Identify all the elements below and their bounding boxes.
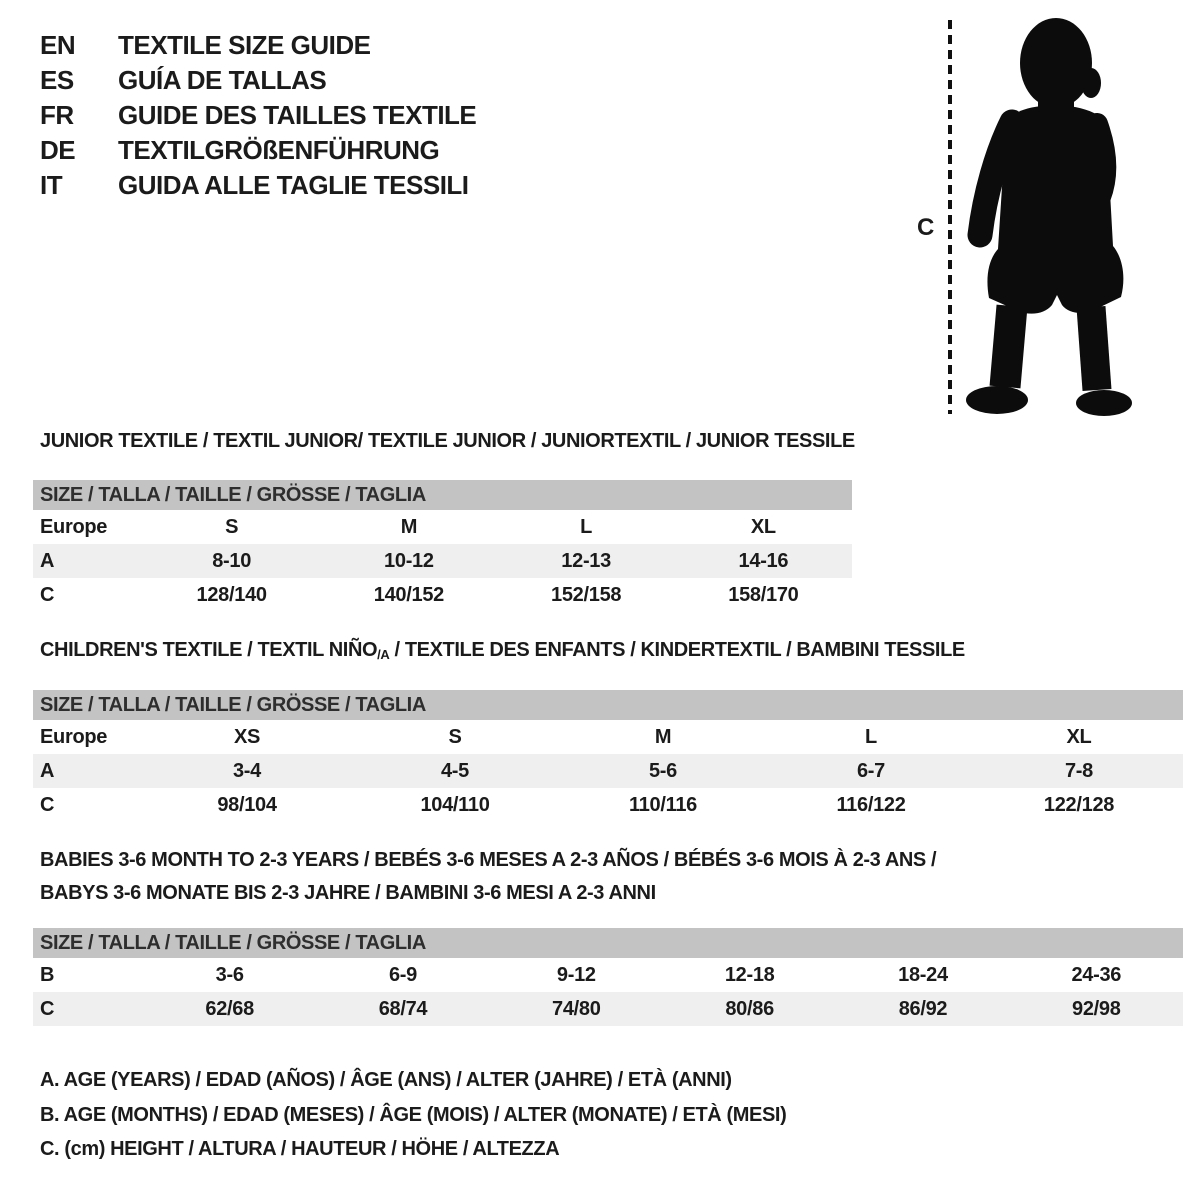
value-cell: 80/86 (725, 998, 774, 1020)
junior-row-height (33, 578, 852, 612)
junior-section-title: JUNIOR TEXTILE / TEXTIL JUNIOR/ TEXTILE JUNIOR / JUNIORTEXTIL / JUNIOR TESSILE (40, 430, 855, 452)
value-cell: 6-9 (388, 964, 417, 986)
value-cell: 110/116 (629, 794, 697, 816)
row-label: C (40, 998, 55, 1020)
language-code: FR (40, 100, 74, 130)
language-code: EN (40, 30, 76, 60)
size-cell: XS (233, 726, 261, 748)
junior-row-age (33, 544, 852, 578)
value-cell: 24-36 (1071, 964, 1122, 986)
language-code: ES (40, 65, 74, 95)
junior-row-europe (33, 510, 852, 544)
value-cell: 128/140 (196, 584, 267, 606)
value-cell: 6-7 (856, 760, 885, 782)
language-code: IT (40, 170, 63, 200)
value-cell: 5-6 (648, 760, 677, 782)
babies-row-months (33, 958, 1183, 992)
row-label: Europe (40, 726, 108, 748)
row-label: C (40, 584, 55, 606)
babies-section-title-line1: BABIES 3-6 MONTH TO 2-3 YEARS / BEBÉS 3-6 MESES A 2-3 AÑOS / BÉBÉS 3-6 MOIS À 2-3 ANS / (40, 849, 937, 871)
junior-size-header-bar: SIZE / TALLA / TAILLE / GRÖSSE / TAGLIA (33, 480, 852, 510)
language-label: GUIDA ALLE TAGLIE TESSILI (118, 170, 469, 200)
value-cell: 18-24 (898, 964, 948, 986)
value-cell: 74/80 (552, 998, 601, 1020)
size-cell: M (400, 516, 418, 538)
size-cell: S (225, 516, 239, 538)
value-cell: 140/152 (373, 584, 444, 606)
baby-silhouette (966, 18, 1132, 416)
value-cell: 68/74 (378, 998, 428, 1020)
size-cell: L (865, 726, 877, 748)
children-row-height (33, 788, 1183, 822)
value-cell: 3-6 (215, 964, 244, 986)
row-label: B (40, 964, 55, 986)
language-label: GUÍA DE TALLAS (118, 65, 327, 95)
language-label: TEXTILGRÖßENFÜHRUNG (118, 135, 440, 165)
language-row-de (40, 133, 476, 168)
language-title-list (40, 28, 476, 203)
row-label: A (40, 550, 55, 572)
value-cell: 86/92 (898, 998, 948, 1020)
value-cell: 4-5 (440, 760, 469, 782)
language-code: DE (40, 135, 76, 165)
babies-section-title-line2: BABYS 3-6 MONATE BIS 2-3 JAHRE / BAMBINI 3-6 MESI A 2-3 ANNI (40, 882, 656, 904)
legend-height-cm: C. (cm) HEIGHT / ALTURA / HAUTEUR / HÖHE / ALTEZZA (40, 1138, 560, 1160)
value-cell: 3-4 (232, 760, 261, 782)
row-label: A (40, 760, 55, 782)
value-cell: 8-10 (212, 550, 252, 572)
children-section-title (40, 639, 965, 666)
row-label: C (40, 794, 55, 816)
toddler-figure (940, 14, 1140, 419)
value-cell: 62/68 (205, 998, 254, 1020)
babies-size-header-bar: SIZE / TALLA / TAILLE / GRÖSSE / TAGLIA (33, 928, 1183, 958)
legend-age-years: A. AGE (YEARS) / EDAD (AÑOS) / ÂGE (ANS) / ALTER (JAHRE) / ETÀ (ANNI) (40, 1069, 732, 1091)
language-row-es (40, 63, 476, 98)
value-cell: 122/128 (1043, 794, 1115, 816)
size-cell: XL (750, 516, 776, 538)
children-size-header-bar: SIZE / TALLA / TAILLE / GRÖSSE / TAGLIA (33, 690, 1183, 720)
children-title-sub: /A (377, 647, 390, 662)
language-label: GUIDE DES TAILLES TEXTILE (118, 100, 477, 130)
height-measure-label: C (917, 214, 935, 241)
size-cell: XL (1066, 726, 1092, 748)
value-cell: 12-13 (561, 550, 611, 572)
size-cell: M (654, 726, 672, 748)
size-cell: L (580, 516, 593, 538)
language-row-it (40, 168, 476, 203)
value-cell: 116/122 (836, 794, 906, 816)
value-cell: 14-16 (738, 550, 789, 572)
language-label: TEXTILE SIZE GUIDE (118, 30, 371, 60)
value-cell: 7-8 (1064, 760, 1093, 782)
value-cell: 10-12 (384, 550, 434, 572)
children-title-pre: CHILDREN'S TEXTILE / TEXTIL NIÑO (40, 639, 378, 661)
children-row-europe (33, 720, 1183, 754)
babies-row-height (33, 992, 1183, 1026)
size-cell: S (448, 726, 462, 748)
legend-age-months: B. AGE (MONTHS) / EDAD (MESES) / ÂGE (MOIS) / ALTER (MONATE) / ETÀ (MESI) (40, 1104, 787, 1126)
children-title-post: / TEXTILE DES ENFANTS / KINDERTEXTIL / BAMBINI TESSILE (389, 639, 965, 661)
language-row-en (40, 28, 476, 63)
value-cell: 104/110 (420, 794, 490, 816)
children-row-age (33, 754, 1183, 788)
value-cell: 152/158 (551, 584, 622, 606)
value-cell: 9-12 (556, 964, 596, 986)
value-cell: 158/170 (728, 584, 799, 606)
value-cell: 98/104 (217, 794, 277, 816)
value-cell: 12-18 (724, 964, 775, 986)
language-row-fr (40, 98, 476, 133)
row-label: Europe (40, 516, 108, 538)
value-cell: 92/98 (1072, 998, 1121, 1020)
